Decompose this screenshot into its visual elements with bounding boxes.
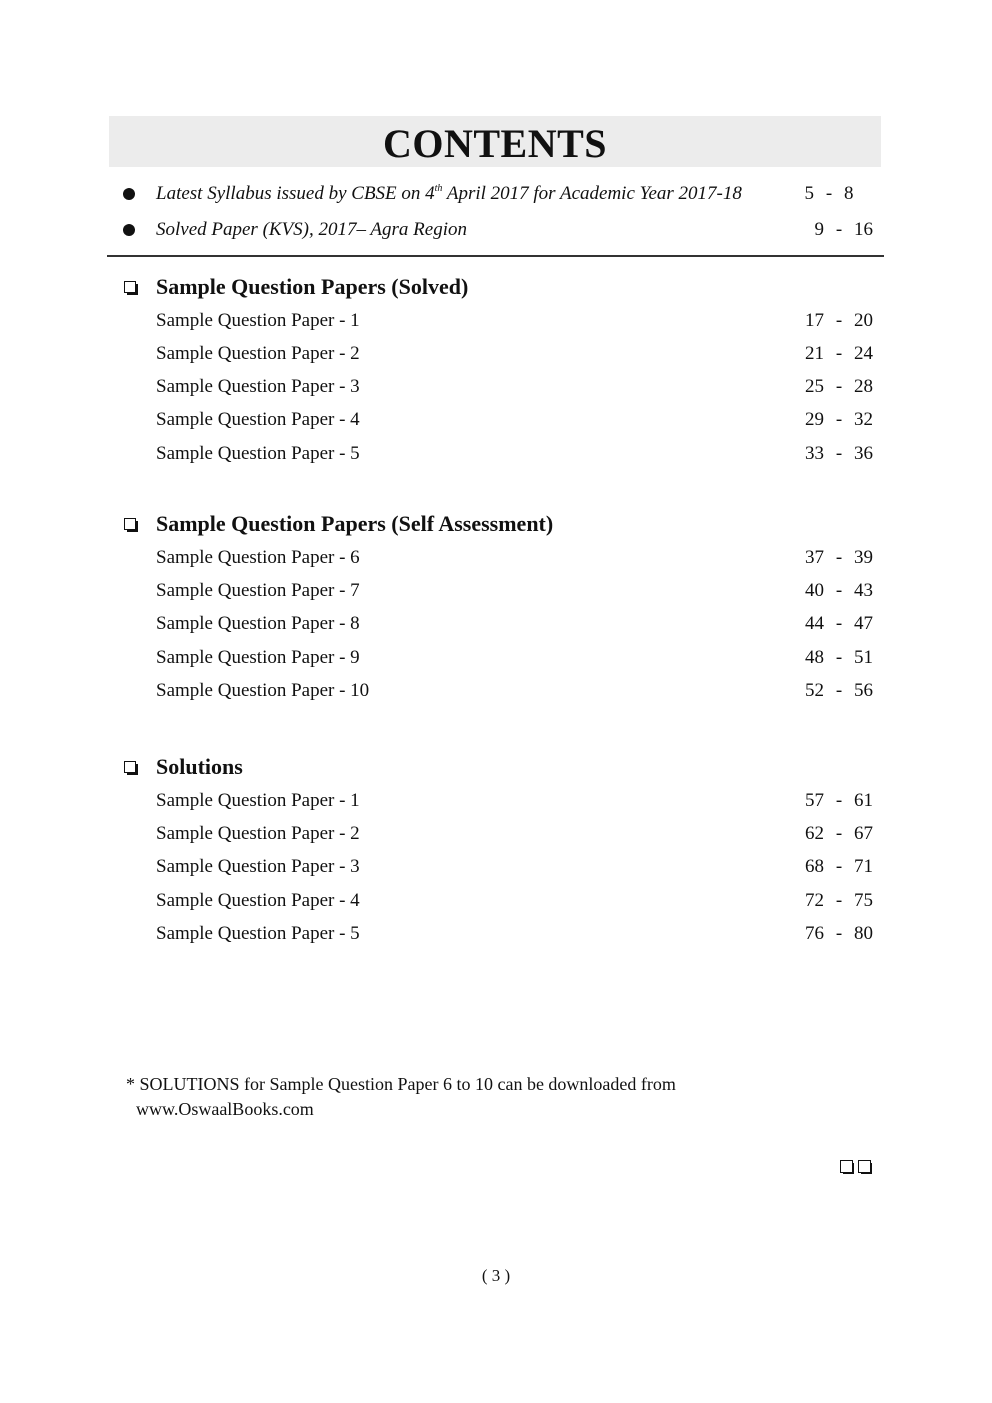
- note-line-1: * SOLUTIONS for Sample Question Paper 6 to 10 can be downloaded from: [126, 1074, 676, 1094]
- intro-item-label: Solved Paper (KVS), 2017– Agra Region: [156, 219, 467, 240]
- list-item: Sample Question Paper - 10 52 - 56: [0, 675, 992, 707]
- page-range: 68 - 71: [805, 856, 873, 877]
- list-item: Sample Question Paper - 5 76 - 80: [0, 918, 992, 950]
- page-title: CONTENTS: [382, 121, 608, 166]
- list-item: Sample Question Paper - 4 72 - 75: [0, 885, 992, 917]
- checkbox-bullet-icon: [124, 518, 136, 530]
- page-range: 33 - 36: [805, 443, 873, 464]
- list-item: Sample Question Paper - 8 44 - 47: [0, 608, 992, 640]
- page-range: 44 - 47: [805, 613, 873, 634]
- list-item: Sample Question Paper - 4 29 - 32: [0, 404, 992, 436]
- intro-item-syllabus: [0, 177, 992, 211]
- bullet-icon: [123, 224, 135, 236]
- list-item: Sample Question Paper - 3 68 - 71: [0, 851, 992, 883]
- divider: [107, 255, 884, 257]
- list-item: Sample Question Paper - 3 25 - 28: [0, 371, 992, 403]
- end-square-icon: [840, 1160, 853, 1173]
- solutions-download-note: [126, 1072, 676, 1122]
- checkbox-bullet-icon: [124, 761, 136, 773]
- section-heading-solutions: Solutions: [0, 750, 992, 784]
- page-range: 9 - 16: [814, 219, 873, 240]
- page-range: 37 - 39: [805, 547, 873, 568]
- list-item: Sample Question Paper - 2 21 - 24: [0, 338, 992, 370]
- list-item: Sample Question Paper - 2 62 - 67: [0, 818, 992, 850]
- page-range: 62 - 67: [805, 823, 873, 844]
- bullet-icon: [123, 188, 135, 200]
- page-range: 25 - 28: [805, 376, 873, 397]
- intro-item-label: Latest Syllabus issued by CBSE on 4th April 2017 for Academic Year 2017-18: [156, 183, 742, 204]
- list-item: Sample Question Paper - 5 33 - 36: [0, 438, 992, 470]
- list-item: Sample Question Paper - 7 40 - 43: [0, 575, 992, 607]
- note-website: www.OswaalBooks.com: [136, 1099, 314, 1119]
- contents-title-bar: [109, 116, 881, 167]
- page-range: 40 - 43: [805, 580, 873, 601]
- list-item: Sample Question Paper - 1 57 - 61: [0, 785, 992, 817]
- section-heading-self-assessment: Sample Question Papers (Self Assessment): [0, 507, 992, 541]
- section-heading-solved: Sample Question Papers (Solved): [0, 270, 992, 304]
- intro-item-solved-paper: [0, 213, 992, 247]
- list-item: Sample Question Paper - 6 37 - 39: [0, 542, 992, 574]
- page-number: ( 3 ): [481, 1266, 511, 1285]
- page-range: 48 - 51: [805, 647, 873, 668]
- checkbox-bullet-icon: [124, 281, 136, 293]
- page-range: 72 - 75: [805, 890, 873, 911]
- page-range: 52 - 56: [805, 680, 873, 701]
- page-range: 17 - 20: [805, 310, 873, 331]
- page-range: 76 - 80: [805, 923, 873, 944]
- end-marks: [840, 1160, 876, 1176]
- page-range: 5 - 8: [804, 183, 854, 204]
- page-range: 21 - 24: [805, 343, 873, 364]
- page-range: 57 - 61: [805, 790, 873, 811]
- end-square-icon: [858, 1160, 871, 1173]
- page-range: 29 - 32: [805, 409, 873, 430]
- list-item: Sample Question Paper - 9 48 - 51: [0, 642, 992, 674]
- list-item: Sample Question Paper - 1 17 - 20: [0, 305, 992, 337]
